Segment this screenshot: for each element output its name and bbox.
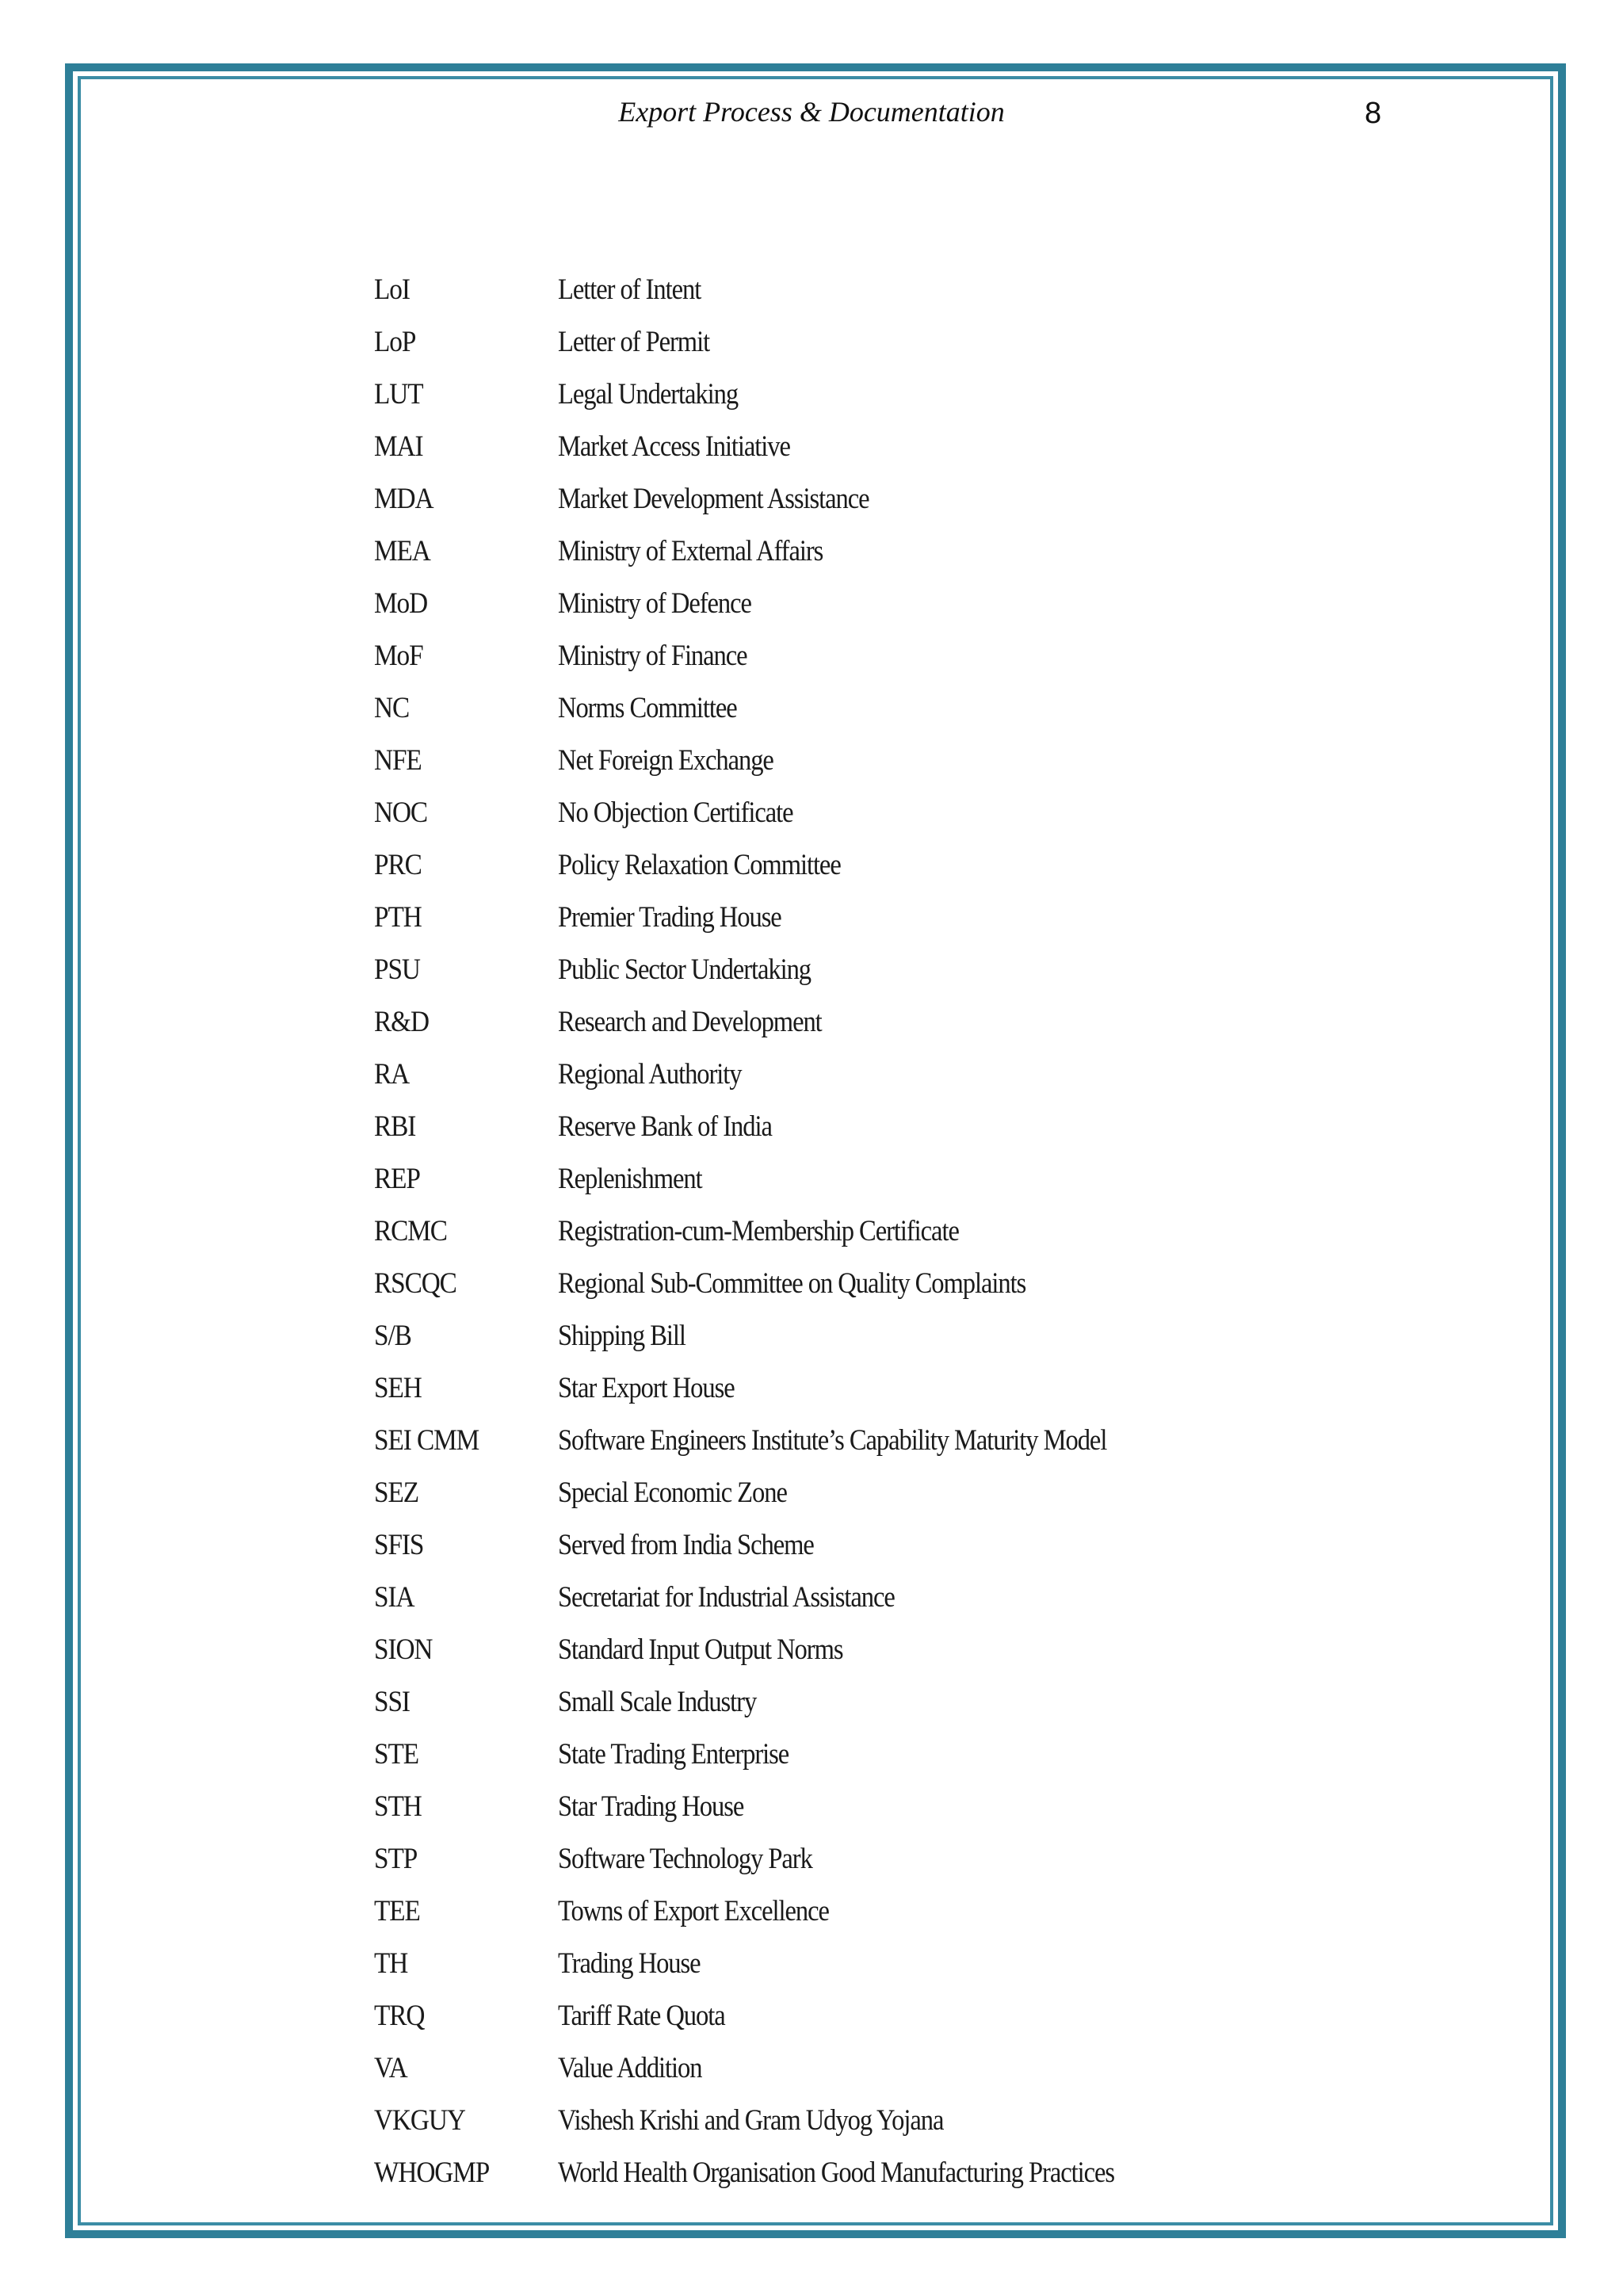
abbreviation-row — [374, 1205, 1484, 1257]
abbreviation-row — [374, 2146, 1484, 2199]
abbreviation-row — [374, 1728, 1484, 1780]
abbreviation-row — [374, 1100, 1484, 1152]
abbreviation-code: NOC — [374, 796, 428, 829]
abbreviation-row — [374, 1571, 1484, 1623]
abbreviation-row — [374, 943, 1484, 995]
abbreviation-row — [374, 1780, 1484, 1832]
abbreviation-row — [374, 1309, 1484, 1362]
abbreviation-meaning: Ministry of External Affairs — [558, 534, 823, 567]
abbreviation-code: MAI — [374, 430, 423, 463]
abbreviation-code: RBI — [374, 1110, 416, 1143]
abbreviation-row — [374, 682, 1484, 734]
abbreviation-row — [374, 629, 1484, 682]
abbreviation-list — [374, 263, 1484, 2199]
abbreviation-meaning: Tariff Rate Quota — [558, 1999, 725, 2032]
abbreviation-meaning: No Objection Certificate — [558, 796, 793, 829]
abbreviation-meaning: Towns of Export Excellence — [558, 1894, 829, 1927]
abbreviation-meaning: Reserve Bank of India — [558, 1110, 772, 1143]
abbreviation-meaning: Software Technology Park — [558, 1842, 812, 1875]
abbreviation-row — [374, 1885, 1484, 1937]
abbreviation-code: RCMC — [374, 1214, 447, 1247]
abbreviation-code: STH — [374, 1790, 422, 1823]
abbreviation-meaning: Vishesh Krishi and Gram Udyog Yojana — [558, 2103, 944, 2137]
abbreviation-code: NC — [374, 691, 410, 724]
abbreviation-meaning: Net Foreign Exchange — [558, 743, 773, 777]
abbreviation-code: LoP — [374, 325, 416, 358]
header-title: Export Process & Documentation — [618, 96, 1005, 128]
abbreviation-row — [374, 786, 1484, 839]
abbreviation-row — [374, 1989, 1484, 2042]
abbreviation-row — [374, 2094, 1484, 2146]
abbreviation-code: TH — [374, 1946, 408, 1980]
abbreviation-code: PRC — [374, 848, 422, 881]
abbreviation-row — [374, 1152, 1484, 1205]
abbreviation-code: WHOGMP — [374, 2156, 490, 2189]
abbreviation-meaning: Market Access Initiative — [558, 430, 790, 463]
abbreviation-meaning: Software Engineers Institute’s Capability Maturity Model — [558, 1423, 1107, 1457]
abbreviation-row — [374, 1257, 1484, 1309]
abbreviation-meaning: Star Export House — [558, 1371, 735, 1404]
abbreviation-meaning: Regional Sub-Committee on Quality Complaints — [558, 1266, 1026, 1300]
abbreviation-code: MoD — [374, 586, 428, 620]
abbreviation-row — [374, 1623, 1484, 1675]
abbreviation-row — [374, 891, 1484, 943]
abbreviation-code: RSCQC — [374, 1266, 456, 1300]
abbreviation-code: VKGUY — [374, 2103, 465, 2137]
abbreviation-code: PTH — [374, 900, 422, 934]
abbreviation-code: RA — [374, 1057, 410, 1091]
abbreviation-meaning: State Trading Enterprise — [558, 1737, 789, 1771]
abbreviation-row — [374, 368, 1484, 420]
abbreviation-row — [374, 995, 1484, 1048]
abbreviation-code: MDA — [374, 482, 433, 515]
abbreviation-row — [374, 1414, 1484, 1466]
abbreviation-meaning: Premier Trading House — [558, 900, 781, 934]
abbreviation-code: SFIS — [374, 1528, 424, 1561]
abbreviation-code: STE — [374, 1737, 418, 1771]
abbreviation-meaning: Registration-cum-Membership Certificate — [558, 1214, 959, 1247]
abbreviation-row — [374, 1937, 1484, 1989]
abbreviation-row — [374, 263, 1484, 315]
abbreviation-code: TRQ — [374, 1999, 425, 2032]
abbreviation-row — [374, 2042, 1484, 2094]
abbreviation-code: SIA — [374, 1580, 414, 1614]
abbreviation-code: S/B — [374, 1319, 411, 1352]
abbreviation-row — [374, 420, 1484, 472]
abbreviation-meaning: World Health Organisation Good Manufacturing Practices — [558, 2156, 1115, 2189]
abbreviation-meaning: Legal Undertaking — [558, 377, 739, 411]
abbreviation-meaning: Small Scale Industry — [558, 1685, 757, 1718]
abbreviation-code: STP — [374, 1842, 418, 1875]
abbreviation-code: SEH — [374, 1371, 422, 1404]
abbreviation-meaning: Served from India Scheme — [558, 1528, 814, 1561]
abbreviation-meaning: Value Addition — [558, 2051, 702, 2084]
abbreviation-meaning: Market Development Assistance — [558, 482, 869, 515]
abbreviation-meaning: Special Economic Zone — [558, 1476, 787, 1509]
abbreviation-code: SEZ — [374, 1476, 418, 1509]
abbreviation-meaning: Policy Relaxation Committee — [558, 848, 841, 881]
abbreviation-row — [374, 839, 1484, 891]
abbreviation-meaning: Letter of Permit — [558, 325, 710, 358]
abbreviation-code: REP — [374, 1162, 420, 1195]
abbreviation-code: R&D — [374, 1005, 429, 1038]
abbreviation-code: SEI CMM — [374, 1423, 479, 1457]
abbreviation-row — [374, 1362, 1484, 1414]
abbreviation-code: TEE — [374, 1894, 420, 1927]
abbreviation-row — [374, 1832, 1484, 1885]
abbreviation-meaning: Shipping Bill — [558, 1319, 685, 1352]
page-number: 8 — [1365, 97, 1382, 130]
abbreviation-meaning: Trading House — [558, 1946, 701, 1980]
abbreviation-code: LUT — [374, 377, 423, 411]
abbreviation-meaning: Letter of Intent — [558, 273, 701, 306]
abbreviation-meaning: Public Sector Undertaking — [558, 953, 812, 986]
abbreviation-meaning: Research and Development — [558, 1005, 822, 1038]
abbreviation-row — [374, 734, 1484, 786]
abbreviation-row — [374, 1466, 1484, 1519]
abbreviation-meaning: Regional Authority — [558, 1057, 742, 1091]
abbreviation-code: MoF — [374, 639, 423, 672]
abbreviation-code: LoI — [374, 273, 410, 306]
abbreviation-row — [374, 1675, 1484, 1728]
abbreviation-code: SSI — [374, 1685, 410, 1718]
abbreviation-meaning: Star Trading House — [558, 1790, 744, 1823]
abbreviation-meaning: Replenishment — [558, 1162, 702, 1195]
abbreviation-meaning: Ministry of Defence — [558, 586, 751, 620]
abbreviation-meaning: Ministry of Finance — [558, 639, 747, 672]
abbreviation-row — [374, 577, 1484, 629]
abbreviation-meaning: Norms Committee — [558, 691, 737, 724]
abbreviation-code: PSU — [374, 953, 420, 986]
abbreviation-code: VA — [374, 2051, 407, 2084]
abbreviation-code: MEA — [374, 534, 430, 567]
abbreviation-row — [374, 472, 1484, 525]
abbreviation-meaning: Secretariat for Industrial Assistance — [558, 1580, 895, 1614]
abbreviation-code: NFE — [374, 743, 422, 777]
abbreviation-row — [374, 1048, 1484, 1100]
abbreviation-meaning: Standard Input Output Norms — [558, 1633, 843, 1666]
abbreviation-row — [374, 525, 1484, 577]
abbreviation-row — [374, 315, 1484, 368]
abbreviation-code: SION — [374, 1633, 433, 1666]
abbreviation-row — [374, 1519, 1484, 1571]
